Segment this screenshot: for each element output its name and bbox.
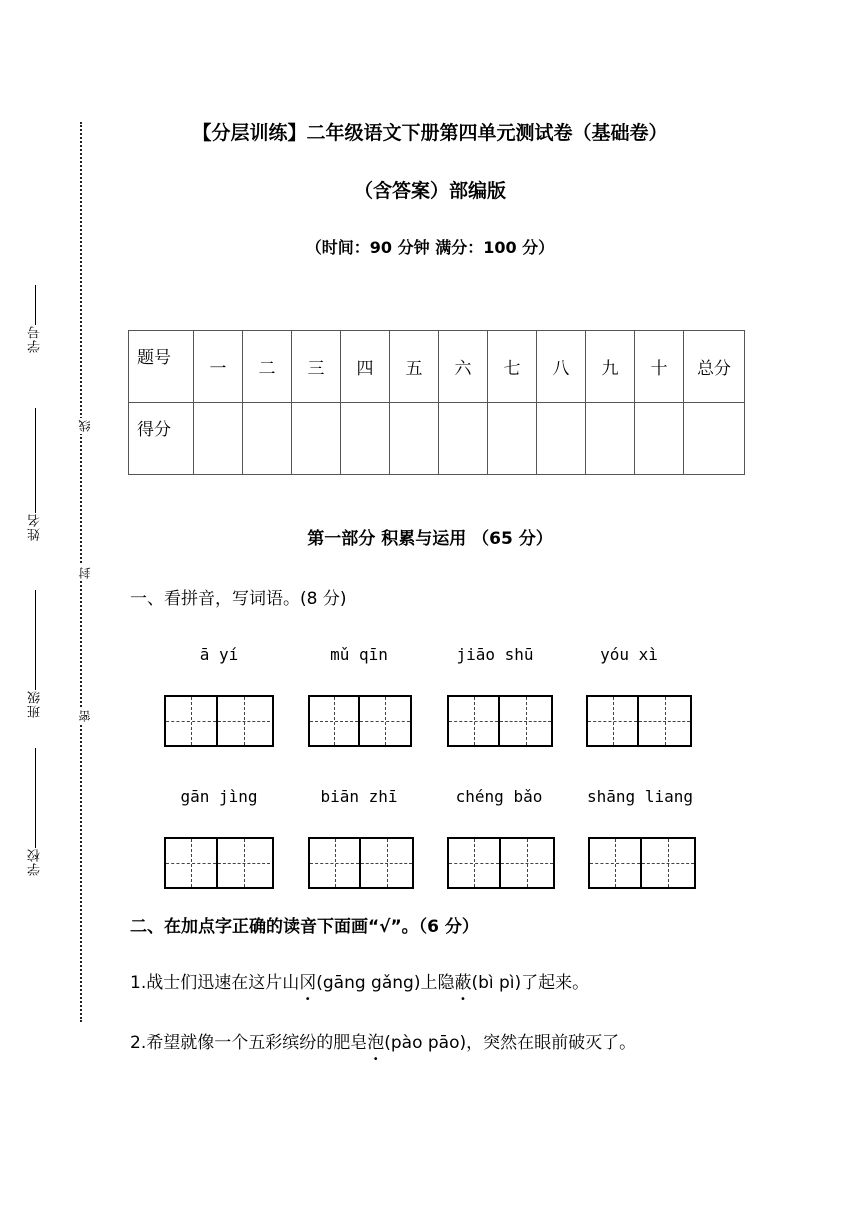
table-cell: 题号 [129,331,194,403]
question2-sentence-1: 1.战士们迅速在这片山冈(gāng gǎng)上隐蔽(bì pì)了起来。 [130,968,589,993]
table-cell: 四 [341,331,390,403]
score-entry-cell[interactable] [194,403,243,475]
name-label: 姓名 [18,408,52,541]
writing-box[interactable] [447,837,555,889]
table-cell: 九 [586,331,635,403]
pinyin-label: chéng bǎo [455,787,543,806]
binding-mark-xian: 线 [78,420,92,432]
question1-title: 一、看拼音，写词语。(8 分) [130,589,347,609]
binding-mark-mi: 密 [78,710,92,722]
table-cell: 二 [243,331,292,403]
part1-heading: 第一部分 积累与运用 （65 分） [307,529,553,549]
score-entry-cell[interactable] [684,403,745,475]
page-title: 【分层训练】二年级语文下册第四单元测试卷（基础卷） [192,122,668,144]
score-entry-cell[interactable] [488,403,537,475]
score-entry-cell[interactable] [635,403,684,475]
score-entry-cell[interactable] [341,403,390,475]
table-cell: 六 [439,331,488,403]
table-cell: 总分 [684,331,745,403]
writing-box[interactable] [308,837,414,889]
score-table [128,330,745,475]
dotted-char: 冈 [299,973,317,993]
pinyin-label: mǔ qīn [330,645,388,664]
class-label: 班级 [18,590,52,718]
table-cell: 一 [194,331,243,403]
table-cell: 五 [390,331,439,403]
pinyin-label: yóu xì [600,645,658,664]
score-entry-cell[interactable] [439,403,488,475]
pinyin-label: gān jìng [180,787,258,806]
writing-box[interactable] [164,837,274,889]
pinyin-label: ā yí [199,645,239,664]
score-entry-cell[interactable] [537,403,586,475]
table-cell: 三 [292,331,341,403]
pinyin-label: shāng liang [587,787,693,806]
score-entry-cell[interactable] [292,403,341,475]
student-id-label: 学号 [18,285,52,353]
writing-box[interactable] [164,695,274,747]
pinyin-label: jiāo shū [456,645,534,664]
writing-box[interactable] [586,695,692,747]
binding-mark-feng: 封 [78,567,92,579]
table-cell: 八 [537,331,586,403]
table-cell: 十 [635,331,684,403]
page-subtitle: （含答案）部编版 [353,180,506,202]
writing-box[interactable] [588,837,696,889]
school-label: 学校 [18,748,52,876]
writing-box[interactable] [447,695,553,747]
pinyin-label: biān zhī [320,787,398,806]
question2-sentence-2: 2.希望就像一个五彩缤纷的肥皂泡(pào pāo)，突然在眼前破灭了。 [130,1028,636,1053]
question2-title: 二、在加点字正确的读音下面画“√”。（6 分） [130,917,479,937]
score-entry-cell[interactable] [243,403,292,475]
score-table-score-row [129,403,745,475]
score-entry-cell[interactable] [390,403,439,475]
dotted-char: 蔽 [454,973,472,993]
writing-box[interactable] [308,695,412,747]
score-table-header-row [129,331,745,403]
table-cell: 七 [488,331,537,403]
table-cell: 得分 [129,403,194,475]
dotted-char: 泡 [367,1033,385,1053]
exam-meta: （时间：90 分钟 满分：100 分） [305,238,555,257]
score-entry-cell[interactable] [586,403,635,475]
